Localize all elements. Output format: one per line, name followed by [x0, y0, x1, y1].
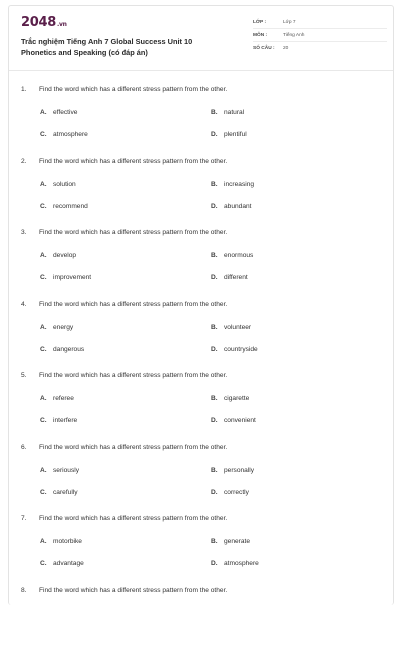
option-letter: C.	[40, 345, 47, 353]
option-text: volunteer	[224, 323, 252, 331]
question-text	[21, 444, 227, 451]
logo-main: 2048	[21, 15, 56, 30]
option-letter: A.	[40, 109, 47, 116]
answer-option[interactable]	[40, 560, 84, 567]
option-text: solution	[53, 180, 76, 188]
option-text: cigarette	[224, 395, 250, 402]
option-letter: D.	[211, 345, 218, 353]
question-number: 1.	[21, 86, 27, 93]
meta-label: LỚP :	[253, 19, 267, 25]
option-letter: B.	[211, 466, 218, 474]
option-letter: B.	[211, 323, 218, 331]
answer-option[interactable]	[40, 489, 78, 496]
option-text: countryside	[224, 345, 258, 353]
option-text: recommend	[53, 202, 88, 210]
option-letter: D.	[211, 131, 218, 138]
question-text	[21, 229, 227, 236]
option-letter: A.	[40, 395, 47, 402]
option-letter: B.	[211, 252, 218, 259]
question-number: 4.	[21, 300, 27, 308]
option-letter: B.	[211, 395, 218, 402]
answer-option[interactable]	[40, 346, 84, 353]
option-text: atmosphere	[224, 560, 259, 567]
option-letter: D.	[211, 202, 218, 210]
page-title	[21, 36, 241, 58]
answer-option[interactable]	[211, 395, 249, 402]
option-text: advantage	[53, 560, 84, 567]
answer-option[interactable]	[40, 181, 76, 188]
question-number: 2.	[21, 157, 27, 165]
option-text: effective	[53, 109, 78, 116]
option-text: enormous	[224, 252, 254, 259]
meta-row-class	[253, 16, 387, 29]
question-number: 6.	[21, 443, 27, 451]
answer-option[interactable]	[40, 395, 74, 402]
option-text: abundant	[224, 202, 252, 210]
answer-option[interactable]	[211, 560, 259, 567]
answer-option[interactable]	[211, 538, 250, 545]
question-item	[9, 515, 393, 575]
option-letter: B.	[211, 538, 218, 545]
option-text: interfere	[53, 417, 78, 424]
option-letter: B.	[211, 109, 218, 116]
answer-option[interactable]	[40, 538, 82, 545]
meta-info	[253, 16, 387, 55]
answer-option[interactable]	[40, 109, 77, 116]
option-letter: A.	[40, 466, 47, 474]
answer-option[interactable]	[40, 131, 88, 138]
option-text: increasing	[224, 180, 255, 188]
question-item	[9, 372, 393, 432]
option-text: improvement	[53, 274, 92, 281]
question-prompt: Find the word which has a different stress pattern from the other.	[39, 300, 228, 308]
question-prompt: Find the word which has a different stress pattern from the other.	[39, 229, 228, 236]
question-prompt: Find the word which has a different stress pattern from the other.	[39, 443, 228, 451]
option-letter: A.	[40, 538, 47, 545]
option-text: plentiful	[224, 131, 247, 138]
question-item	[9, 229, 393, 289]
question-number: 5.	[21, 372, 27, 379]
answer-option[interactable]	[40, 252, 76, 259]
answer-option[interactable]	[211, 274, 248, 281]
option-text: atmosphere	[53, 131, 88, 138]
option-letter: C.	[40, 488, 47, 496]
answer-option[interactable]	[40, 467, 79, 474]
question-item	[9, 444, 393, 504]
question-item	[9, 158, 393, 218]
question-text	[21, 301, 227, 308]
answer-option[interactable]	[211, 346, 258, 353]
question-number: 8.	[21, 586, 27, 594]
option-letter: A.	[40, 323, 47, 331]
option-text: correctly	[224, 488, 249, 496]
option-letter: D.	[211, 274, 218, 281]
question-text	[21, 86, 227, 93]
option-letter: D.	[211, 417, 218, 424]
option-letter: C.	[40, 131, 47, 138]
meta-value: Tiếng Anh	[283, 32, 305, 38]
logo-tld: .vn	[56, 21, 67, 28]
option-text: generate	[224, 538, 251, 545]
meta-value: 20	[283, 46, 289, 51]
option-text: seriously	[53, 466, 80, 474]
question-number: 3.	[21, 229, 27, 236]
meta-row-subject	[253, 29, 387, 42]
answer-option[interactable]	[211, 417, 256, 424]
answer-option[interactable]	[211, 467, 254, 474]
option-letter: D.	[211, 488, 218, 496]
option-letter: C.	[40, 274, 47, 281]
option-text: different	[224, 274, 248, 281]
question-prompt: Find the word which has a different stress pattern from the other.	[39, 157, 228, 165]
question-text	[21, 587, 227, 594]
meta-label: MÔN :	[253, 32, 268, 38]
page-header	[9, 6, 393, 71]
meta-label: SỐ CÂU :	[253, 46, 275, 51]
option-text: personally	[224, 466, 255, 474]
answer-option[interactable]	[40, 417, 77, 424]
quiz-page	[8, 5, 394, 605]
question-item	[9, 587, 393, 647]
option-text: dangerous	[53, 345, 85, 353]
question-text	[21, 515, 227, 522]
question-text	[21, 158, 227, 165]
question-prompt: Find the word which has a different stress pattern from the other.	[39, 372, 228, 379]
answer-option[interactable]	[40, 203, 88, 210]
title-line-2: Phonetics and Speaking (có đáp án)	[21, 48, 148, 57]
option-letter: C.	[40, 417, 47, 424]
answer-option[interactable]	[40, 274, 91, 281]
option-letter: B.	[211, 180, 218, 188]
site-logo[interactable]	[21, 15, 67, 30]
option-letter: C.	[40, 202, 47, 210]
question-prompt: Find the word which has a different stress pattern from the other.	[39, 86, 228, 93]
meta-value: Lớp 7	[283, 19, 296, 25]
answer-option[interactable]	[211, 489, 249, 496]
answer-option[interactable]	[211, 109, 244, 116]
option-text: referee	[53, 395, 74, 402]
option-letter: C.	[40, 560, 47, 567]
option-text: motorbike	[53, 538, 82, 545]
meta-row-count	[253, 42, 387, 55]
answer-option[interactable]	[211, 203, 252, 210]
option-letter: A.	[40, 252, 47, 259]
option-text: convenient	[224, 417, 256, 424]
question-prompt: Find the word which has a different stress pattern from the other.	[39, 586, 228, 594]
answer-option[interactable]	[211, 252, 253, 259]
option-text: carefully	[53, 488, 78, 496]
question-item	[9, 301, 393, 361]
question-item	[9, 86, 393, 146]
option-letter: D.	[211, 560, 218, 567]
answer-option[interactable]	[211, 324, 251, 331]
option-text: natural	[224, 109, 245, 116]
question-prompt: Find the word which has a different stress pattern from the other.	[39, 515, 228, 522]
option-text: develop	[53, 252, 77, 259]
question-number: 7.	[21, 515, 27, 522]
option-letter: A.	[40, 180, 47, 188]
title-line-1: Trắc nghiệm Tiếng Anh 7 Global Success Unit 10	[21, 37, 193, 46]
question-text	[21, 372, 227, 379]
answer-option[interactable]	[211, 181, 254, 188]
answer-option[interactable]	[40, 324, 73, 331]
answer-option[interactable]	[211, 131, 247, 138]
option-text: energy	[53, 323, 74, 331]
